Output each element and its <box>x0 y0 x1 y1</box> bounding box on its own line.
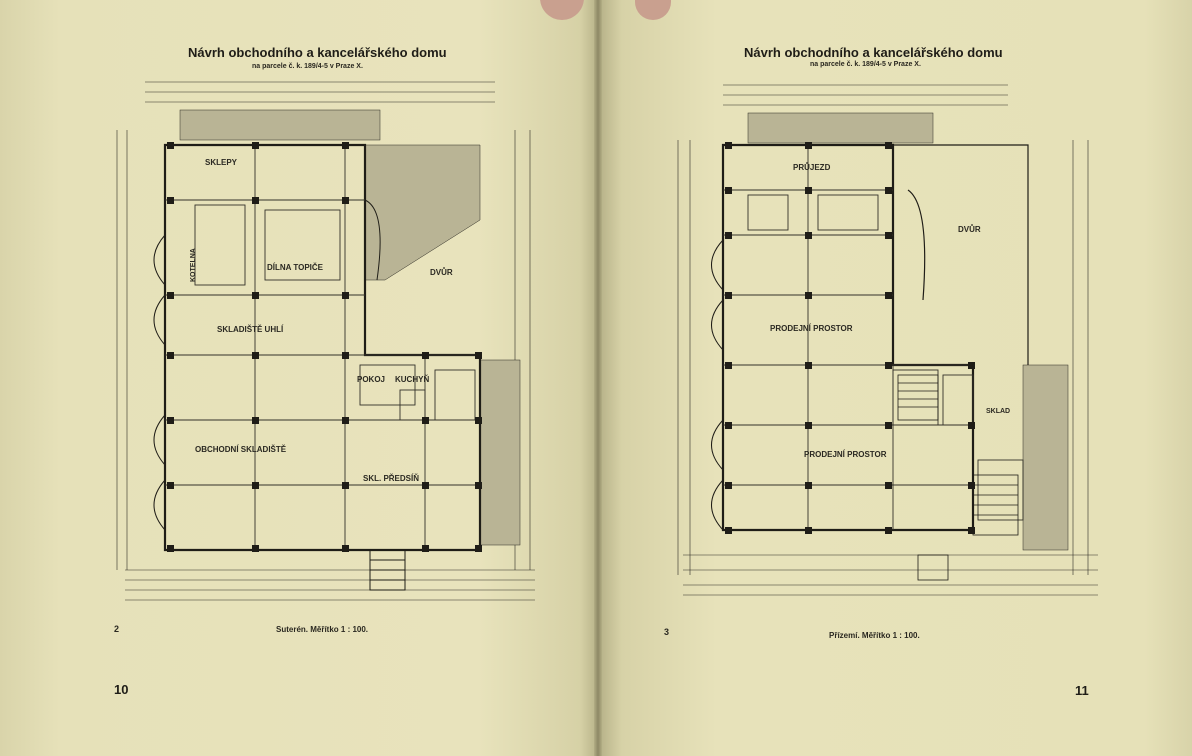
right-folio: 11 <box>1075 683 1089 698</box>
basement-floor-plan <box>105 70 545 615</box>
room-label-kuchyn: KUCHYŇ <box>395 375 430 384</box>
room-label-sklad: SKLAD <box>986 408 1011 415</box>
room-label-pokoj: POKOJ <box>357 375 386 384</box>
room-label-dilna: DÍLNA TOPIČE <box>267 263 324 272</box>
room-label-prodejni-prostor-1: PRODEJNÍ PROSTOR <box>770 324 853 333</box>
left-page-title: Návrh obchodního a kancelářského domu <box>188 45 447 60</box>
right-caption: Přízemí. Měřítko 1 : 100. <box>829 631 920 640</box>
left-plate-number: 2 <box>114 624 120 634</box>
left-caption: Suterén. Měřítko 1 : 100. <box>276 625 369 634</box>
right-plate-number: 3 <box>664 627 670 637</box>
book-gutter <box>594 0 602 756</box>
right-page-title: Návrh obchodního a kancelářského domu <box>744 45 1003 60</box>
left-page-subtitle: na parcele č. k. 189/4-5 v Praze X. <box>252 63 363 70</box>
left-folio: 10 <box>114 682 129 697</box>
room-label-dvur-ground: DVŮR <box>958 225 981 234</box>
right-page-subtitle: na parcele č. k. 189/4-5 v Praze X. <box>810 61 921 68</box>
room-label-skladiste-uhli: SKLADIŠTĚ UHLÍ <box>217 325 284 334</box>
room-label-dvur: DVŮR <box>430 268 453 277</box>
right-page <box>598 0 1192 756</box>
room-label-kotelna: KOTELNA <box>190 248 197 282</box>
room-label-obchodni-skladiste: OBCHODNÍ SKLADIŠTĚ <box>195 445 287 454</box>
room-label-skl-predsin: SKL. PŘEDSÍŇ <box>363 474 420 483</box>
room-label-sklepy: SKLEPY <box>205 158 238 167</box>
ground-floor-plan <box>668 75 1113 605</box>
room-label-pruchod: PRŮJEZD <box>793 163 831 172</box>
room-label-prodejni-prostor-2: PRODEJNÍ PROSTOR <box>804 450 887 459</box>
